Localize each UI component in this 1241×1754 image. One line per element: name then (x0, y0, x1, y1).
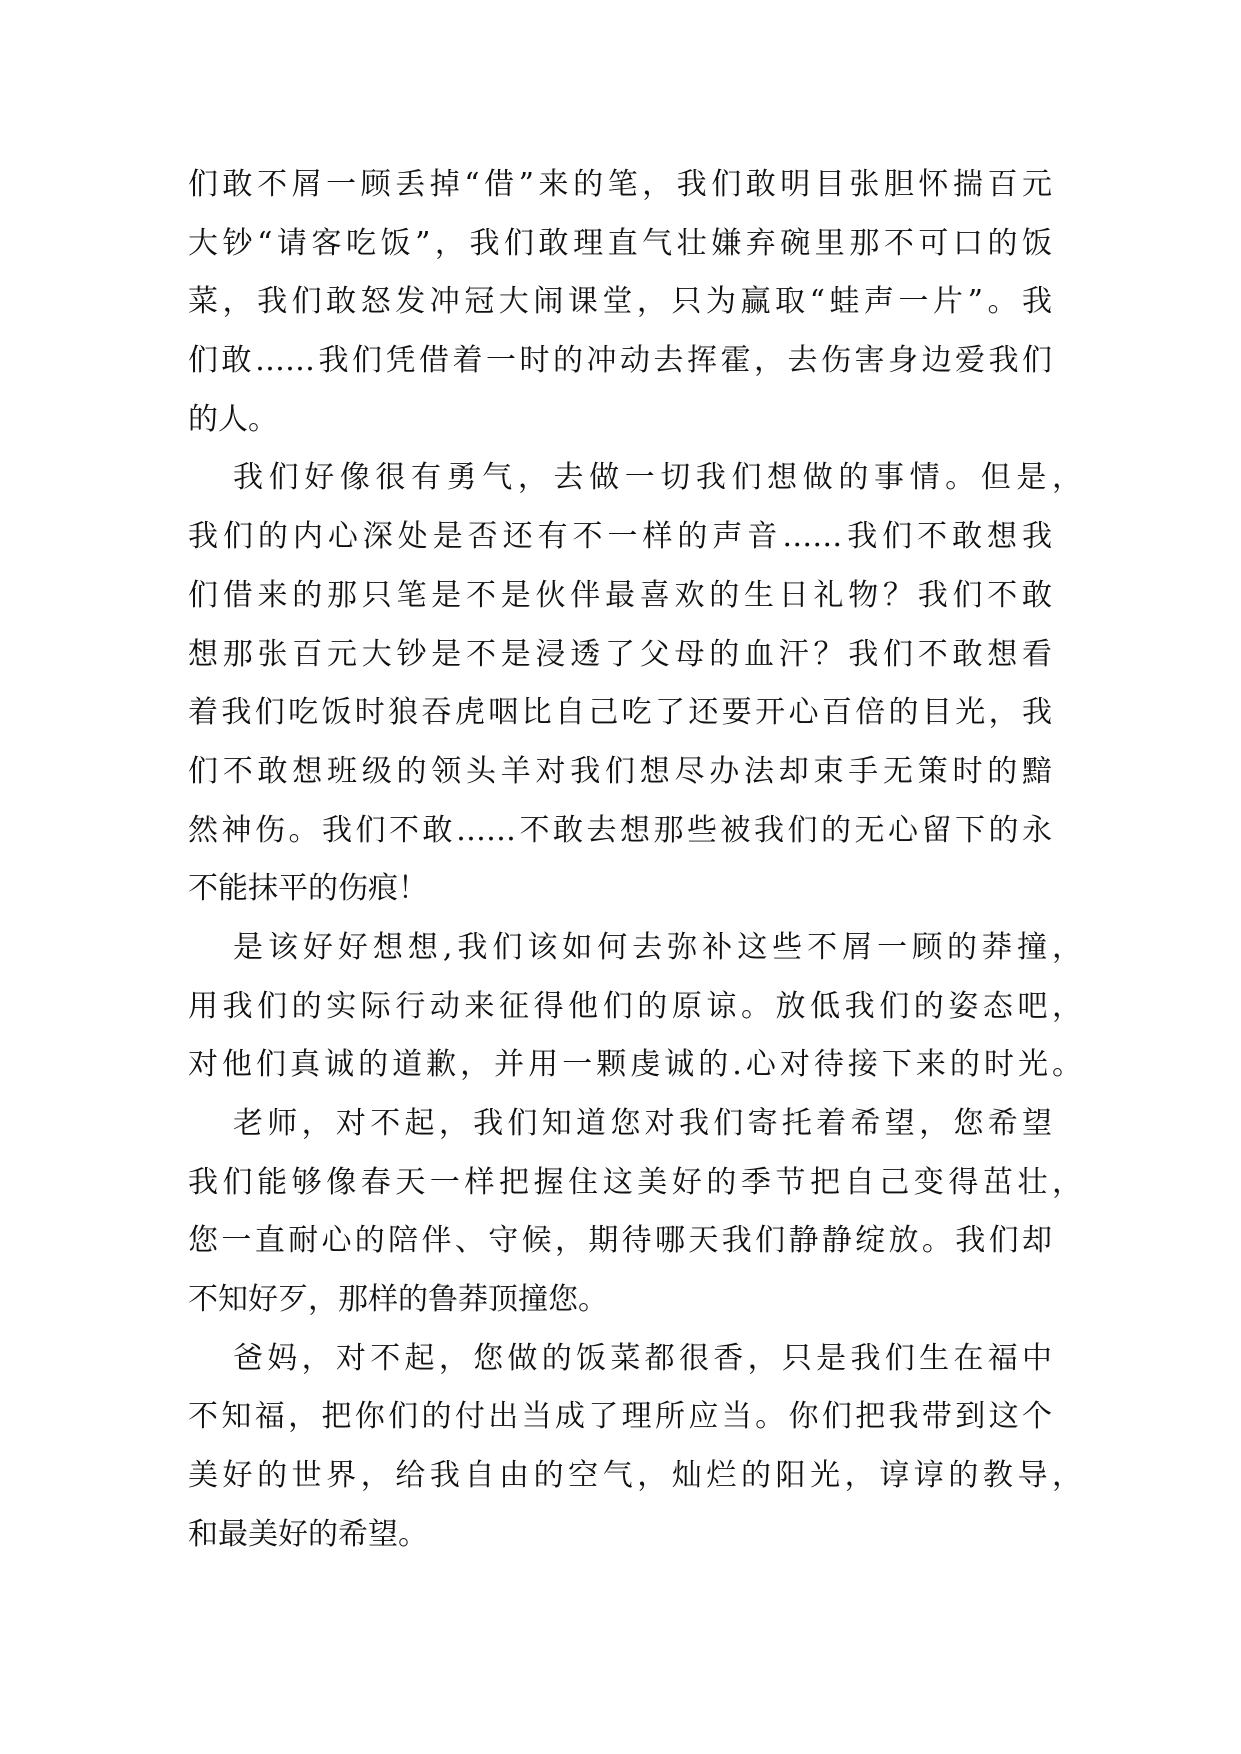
paragraph (188, 919, 1082, 1095)
text-line: 不能抹平的伤痕！ (188, 871, 428, 907)
text-line: 想那张百元大钞是不是浸透了父母的血汗？我们不敢想看 (188, 636, 1052, 672)
text-line: 们敢不屑一顾丢掉“借”来的笔，我们敢明目张胆怀揣百元 (188, 167, 1052, 202)
text-line: 我们的内心深处是否还有不一样的声音……我们不敢想我 (188, 519, 1052, 555)
text-line: 爸妈，对不起，您做的饭菜都很香，只是我们生在福中 (233, 1340, 1052, 1376)
text-line: 然神伤。我们不敢……不敢去想那些被我们的无心留下的永 (188, 812, 1052, 848)
text-line: 对他们真诚的道歉，并用一颗虔诚的.心对待接下来的时光。 (188, 1047, 1082, 1083)
body-text (188, 156, 1082, 1565)
text-line: 们敢……我们凭借着一时的冲动去挥霍，去伤害身边爱我们 (188, 343, 1052, 379)
text-line: 不知好歹，那样的鲁莽顶撞您。 (188, 1282, 608, 1318)
paragraph (188, 1095, 1082, 1330)
paragraph (188, 1330, 1082, 1565)
text-line: 不知福，把你们的付出当成了理所应当。你们把我带到这个 (188, 1399, 1052, 1435)
text-line: 们借来的那只笔是不是伙伴最喜欢的生日礼物？我们不敢 (188, 577, 1052, 613)
text-line: 的人。 (188, 401, 278, 437)
text-line: 着我们吃饭时狼吞虎咽比自己吃了还要开心百倍的目光，我 (188, 695, 1052, 731)
text-line: 们不敢想班级的领头羊对我们想尽办法却束手无策时的黯 (188, 753, 1052, 789)
text-line: 用我们的实际行动来征得他们的原谅。放低我们的姿态吧， (188, 988, 1082, 1024)
text-line: 我们好像很有勇气，去做一切我们想做的事情。但是， (233, 460, 1082, 496)
text-line: 我们能够像春天一样把握住这美好的季节把自己变得茁壮， (188, 1164, 1082, 1200)
text-line: 是该好好想想,我们该如何去弥补这些不屑一顾的莽撞， (233, 929, 1082, 965)
text-line: 菜，我们敢怒发冲冠大闹课堂，只为赢取“蛙声一片”。我 (188, 284, 1052, 320)
text-line: 美好的世界，给我自由的空气，灿烂的阳光，谆谆的教导， (188, 1458, 1082, 1494)
text-line: 和最美好的希望。 (188, 1516, 428, 1552)
text-line: 老师，对不起，我们知道您对我们寄托着希望，您希望 (233, 1106, 1052, 1141)
paragraph (188, 449, 1082, 919)
paragraph (188, 156, 1052, 449)
text-line: 大钞“请客吃饭”，我们敢理直气壮嫌弃碗里那不可口的饭 (188, 225, 1052, 261)
text-line: 您一直耐心的陪伴、守候，期待哪天我们静静绽放。我们却 (188, 1223, 1052, 1259)
